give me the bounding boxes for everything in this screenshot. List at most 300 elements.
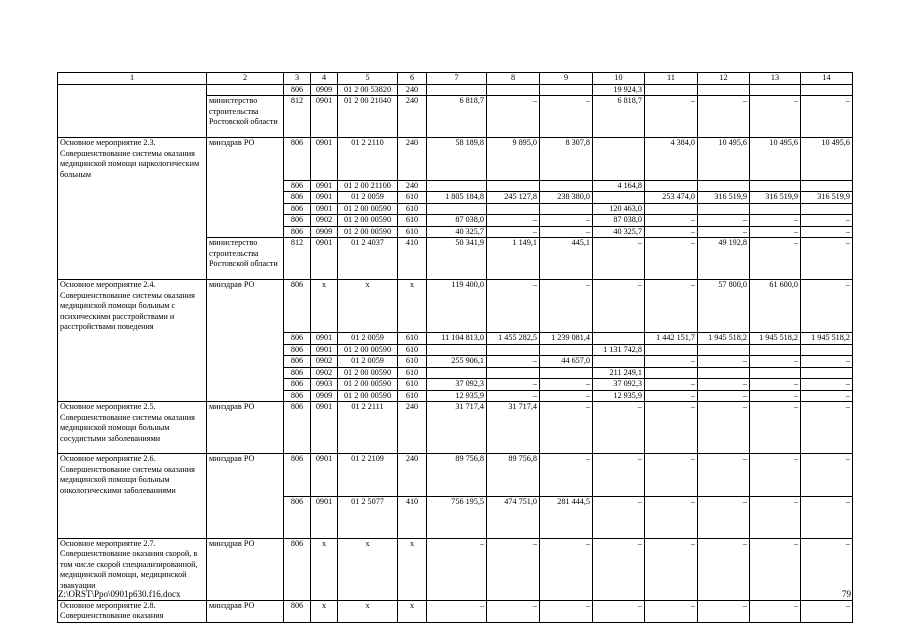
value-cell xyxy=(750,180,801,192)
value-cell: 01 2 0059 xyxy=(338,356,398,368)
activity-name-cell xyxy=(58,344,207,356)
value-cell: 37 092,3 xyxy=(593,379,645,391)
value-cell: 806 xyxy=(284,356,311,368)
value-cell: 87 038,0 xyxy=(427,215,487,227)
value-cell xyxy=(487,84,540,96)
table-row xyxy=(58,203,853,215)
activity-name-cell xyxy=(58,367,207,379)
value-cell: – xyxy=(750,600,801,622)
value-cell: – xyxy=(750,226,801,238)
value-cell: 57 800,0 xyxy=(698,280,750,333)
executor-cell: министерство строительства Ростовской области xyxy=(207,238,284,280)
value-cell: 58 189,8 xyxy=(427,138,487,181)
value-cell: 01 2 00 00590 xyxy=(338,226,398,238)
page-number: 79 xyxy=(842,589,851,599)
value-cell xyxy=(801,84,853,96)
executor-cell: министерство строительства Ростовской области xyxy=(207,96,284,138)
value-cell: х xyxy=(311,538,338,600)
value-cell xyxy=(427,84,487,96)
value-cell: – xyxy=(698,96,750,138)
value-cell: 0901 xyxy=(311,402,338,454)
value-cell: – xyxy=(540,390,593,402)
header-cell: 7 xyxy=(427,73,487,85)
value-cell: 01 2 00 00590 xyxy=(338,379,398,391)
value-cell: 10 495,6 xyxy=(698,138,750,181)
value-cell: – xyxy=(645,538,698,600)
value-cell: 806 xyxy=(284,180,311,192)
value-cell xyxy=(645,203,698,215)
value-cell: 0901 xyxy=(311,238,338,280)
value-cell: 610 xyxy=(398,390,427,402)
value-cell: 806 xyxy=(284,600,311,622)
value-cell xyxy=(593,333,645,345)
value-cell: 4 164,8 xyxy=(593,180,645,192)
value-cell: – xyxy=(487,379,540,391)
value-cell: – xyxy=(593,238,645,280)
value-cell: 474 751,0 xyxy=(487,496,540,538)
value-cell: 756 195,5 xyxy=(427,496,487,538)
value-cell: – xyxy=(801,390,853,402)
activity-name-cell: Основное мероприятие 2.3. Совершенствование системы оказания медицинской помощи наркологическим больным xyxy=(58,138,207,181)
executor-cell xyxy=(207,379,284,391)
value-cell: – xyxy=(645,390,698,402)
value-cell: 1 442 151,7 xyxy=(645,333,698,345)
value-cell: 240 xyxy=(398,402,427,454)
table-row xyxy=(58,238,853,280)
table-row xyxy=(58,344,853,356)
value-cell xyxy=(487,203,540,215)
value-cell: – xyxy=(750,538,801,600)
value-cell xyxy=(540,203,593,215)
value-cell: 0902 xyxy=(311,356,338,368)
value-cell: – xyxy=(487,215,540,227)
value-cell: – xyxy=(801,215,853,227)
value-cell: 01 2 00 00590 xyxy=(338,344,398,356)
value-cell: 0909 xyxy=(311,226,338,238)
value-cell: 01 2 2109 xyxy=(338,454,398,497)
value-cell xyxy=(593,192,645,204)
value-cell: – xyxy=(540,215,593,227)
executor-cell: минздрав РО xyxy=(207,600,284,622)
header-cell: 8 xyxy=(487,73,540,85)
value-cell: – xyxy=(801,454,853,497)
value-cell: 9 895,0 xyxy=(487,138,540,181)
value-cell: 0901 xyxy=(311,180,338,192)
value-cell: – xyxy=(698,454,750,497)
value-cell xyxy=(801,344,853,356)
value-cell: – xyxy=(593,496,645,538)
value-cell: – xyxy=(427,600,487,622)
value-cell: 49 192,8 xyxy=(698,238,750,280)
value-cell: х xyxy=(338,538,398,600)
value-cell xyxy=(750,203,801,215)
value-cell: – xyxy=(487,226,540,238)
header-cell: 13 xyxy=(750,73,801,85)
value-cell: 806 xyxy=(284,367,311,379)
executor-cell: минздрав РО xyxy=(207,454,284,497)
value-cell: – xyxy=(801,280,853,333)
value-cell xyxy=(593,138,645,181)
activity-name-cell xyxy=(58,180,207,192)
header-cell: 9 xyxy=(540,73,593,85)
value-cell: 610 xyxy=(398,226,427,238)
value-cell: – xyxy=(750,215,801,227)
table-row xyxy=(58,454,853,497)
value-cell xyxy=(540,84,593,96)
value-cell: – xyxy=(645,226,698,238)
value-cell: – xyxy=(801,226,853,238)
value-cell: – xyxy=(645,96,698,138)
executor-cell: минздрав РО xyxy=(207,280,284,333)
value-cell: 610 xyxy=(398,333,427,345)
value-cell: 0901 xyxy=(311,203,338,215)
table-row xyxy=(58,96,853,138)
activity-name-cell xyxy=(58,238,207,280)
budget-table xyxy=(57,72,853,623)
activity-name-cell: Основное мероприятие 2.7. Совершенствование оказания скорой, в том числе скорой специализированной, медицинской помощи, медицинской эвакуации xyxy=(58,538,207,600)
value-cell: 40 325,7 xyxy=(593,226,645,238)
table-row xyxy=(58,192,853,204)
value-cell: 31 717,4 xyxy=(487,402,540,454)
value-cell: 316 519,9 xyxy=(698,192,750,204)
value-cell: – xyxy=(645,280,698,333)
value-cell: – xyxy=(698,226,750,238)
value-cell: – xyxy=(750,402,801,454)
value-cell: – xyxy=(487,356,540,368)
value-cell xyxy=(427,367,487,379)
value-cell: х xyxy=(311,600,338,622)
table-row xyxy=(58,138,853,181)
value-cell: 0901 xyxy=(311,344,338,356)
value-cell xyxy=(487,180,540,192)
value-cell: 01 2 00 00590 xyxy=(338,203,398,215)
value-cell: – xyxy=(645,600,698,622)
table-row xyxy=(58,333,853,345)
value-cell: 120 463,0 xyxy=(593,203,645,215)
value-cell: 1 149,1 xyxy=(487,238,540,280)
value-cell: 01 2 5077 xyxy=(338,496,398,538)
table-row xyxy=(58,215,853,227)
value-cell: 245 127,8 xyxy=(487,192,540,204)
executor-cell xyxy=(207,344,284,356)
value-cell: – xyxy=(645,215,698,227)
activity-name-cell xyxy=(58,96,207,138)
table-row xyxy=(58,402,853,454)
value-cell: 812 xyxy=(284,238,311,280)
value-cell: 89 756,8 xyxy=(427,454,487,497)
value-cell: 44 657,0 xyxy=(540,356,593,368)
value-cell: 806 xyxy=(284,215,311,227)
value-cell: 01 2 0059 xyxy=(338,333,398,345)
value-cell xyxy=(540,367,593,379)
value-cell: – xyxy=(801,402,853,454)
value-cell: 0901 xyxy=(311,96,338,138)
value-cell: – xyxy=(801,96,853,138)
value-cell: 1 945 518,2 xyxy=(750,333,801,345)
value-cell: х xyxy=(398,538,427,600)
value-cell: 1 945 518,2 xyxy=(698,333,750,345)
table-row xyxy=(58,180,853,192)
value-cell: 812 xyxy=(284,96,311,138)
executor-cell: минздрав РО xyxy=(207,402,284,454)
executor-cell xyxy=(207,390,284,402)
value-cell: – xyxy=(750,356,801,368)
table-row xyxy=(58,84,853,96)
value-cell xyxy=(801,203,853,215)
value-cell: – xyxy=(487,600,540,622)
value-cell: 01 2 00 00590 xyxy=(338,215,398,227)
value-cell: – xyxy=(593,538,645,600)
value-cell: 4 384,0 xyxy=(645,138,698,181)
value-cell: 255 906,1 xyxy=(427,356,487,368)
value-cell: – xyxy=(645,379,698,391)
value-cell: 61 600,0 xyxy=(750,280,801,333)
value-cell: 806 xyxy=(284,379,311,391)
value-cell xyxy=(427,344,487,356)
value-cell: 10 495,6 xyxy=(750,138,801,181)
value-cell xyxy=(698,180,750,192)
header-cell: 4 xyxy=(311,73,338,85)
value-cell: – xyxy=(698,356,750,368)
executor-cell xyxy=(207,356,284,368)
value-cell: 806 xyxy=(284,496,311,538)
value-cell: – xyxy=(540,96,593,138)
value-cell xyxy=(645,84,698,96)
value-cell: – xyxy=(645,402,698,454)
table-row xyxy=(58,496,853,538)
activity-name-cell xyxy=(58,215,207,227)
header-row xyxy=(58,73,853,85)
value-cell: 1 455 282,5 xyxy=(487,333,540,345)
value-cell: 0909 xyxy=(311,84,338,96)
value-cell: 211 249,1 xyxy=(593,367,645,379)
executor-cell xyxy=(207,367,284,379)
header-cell: 6 xyxy=(398,73,427,85)
value-cell: 50 341,9 xyxy=(427,238,487,280)
value-cell: 610 xyxy=(398,356,427,368)
value-cell: 610 xyxy=(398,203,427,215)
value-cell xyxy=(540,344,593,356)
executor-cell xyxy=(207,215,284,227)
value-cell: 240 xyxy=(398,96,427,138)
executor-cell xyxy=(207,192,284,204)
executor-cell xyxy=(207,496,284,538)
value-cell xyxy=(540,180,593,192)
executor-cell: минздрав РО xyxy=(207,538,284,600)
value-cell xyxy=(427,203,487,215)
value-cell: 0901 xyxy=(311,496,338,538)
value-cell: 0903 xyxy=(311,379,338,391)
value-cell xyxy=(750,84,801,96)
value-cell: 6 818,7 xyxy=(427,96,487,138)
value-cell: – xyxy=(801,538,853,600)
value-cell: х xyxy=(311,280,338,333)
value-cell: 806 xyxy=(284,280,311,333)
value-cell: 0901 xyxy=(311,138,338,181)
value-cell: – xyxy=(540,280,593,333)
activity-name-cell xyxy=(58,356,207,368)
value-cell: – xyxy=(593,402,645,454)
value-cell: 40 325,7 xyxy=(427,226,487,238)
activity-name-cell: Основное мероприятие 2.5. Совершенствование системы оказания медицинской помощи больным сосудистыми заболеваниями xyxy=(58,402,207,454)
value-cell: 01 2 00 21100 xyxy=(338,180,398,192)
value-cell: 0901 xyxy=(311,192,338,204)
value-cell: 8 307,8 xyxy=(540,138,593,181)
header-cell: 12 xyxy=(698,73,750,85)
value-cell xyxy=(645,180,698,192)
table-row xyxy=(58,356,853,368)
activity-name-cell: Основное мероприятие 2.8. Совершенствование оказания xyxy=(58,600,207,622)
value-cell: – xyxy=(801,496,853,538)
value-cell: 0902 xyxy=(311,367,338,379)
value-cell: – xyxy=(801,379,853,391)
activity-name-cell: Основное мероприятие 2.6. Совершенствование системы оказания медицинской помощи больным онкологическими заболеваниями xyxy=(58,454,207,497)
value-cell: х xyxy=(398,600,427,622)
value-cell: 37 092,3 xyxy=(427,379,487,391)
activity-name-cell: Основное мероприятие 2.4. Совершенствование системы оказания медицинской помощи больным с психическими расстройствами и расстройствами поведения xyxy=(58,280,207,333)
activity-name-cell xyxy=(58,192,207,204)
table-row xyxy=(58,226,853,238)
value-cell: 610 xyxy=(398,367,427,379)
value-cell: 410 xyxy=(398,496,427,538)
value-cell: – xyxy=(750,454,801,497)
value-cell: 316 519,9 xyxy=(801,192,853,204)
value-cell: – xyxy=(750,238,801,280)
value-cell: 119 400,0 xyxy=(427,280,487,333)
value-cell: – xyxy=(593,454,645,497)
value-cell: 806 xyxy=(284,402,311,454)
value-cell: – xyxy=(698,215,750,227)
value-cell xyxy=(801,367,853,379)
value-cell: – xyxy=(487,390,540,402)
value-cell: 0901 xyxy=(311,333,338,345)
table-row xyxy=(58,379,853,391)
value-cell: х xyxy=(338,280,398,333)
value-cell: 610 xyxy=(398,192,427,204)
value-cell xyxy=(698,203,750,215)
value-cell: – xyxy=(487,96,540,138)
activity-name-cell xyxy=(58,379,207,391)
value-cell: – xyxy=(540,538,593,600)
value-cell: 806 xyxy=(284,138,311,181)
table-row xyxy=(58,390,853,402)
value-cell: 89 756,8 xyxy=(487,454,540,497)
value-cell: 445,1 xyxy=(540,238,593,280)
value-cell: – xyxy=(801,356,853,368)
value-cell xyxy=(487,344,540,356)
value-cell: 0909 xyxy=(311,390,338,402)
value-cell: – xyxy=(750,496,801,538)
value-cell: 806 xyxy=(284,390,311,402)
value-cell: 01 2 00 00590 xyxy=(338,367,398,379)
value-cell: х xyxy=(338,600,398,622)
value-cell: 6 818,7 xyxy=(593,96,645,138)
value-cell: – xyxy=(593,600,645,622)
activity-name-cell xyxy=(58,333,207,345)
value-cell xyxy=(750,367,801,379)
header-cell: 10 xyxy=(593,73,645,85)
activity-name-cell xyxy=(58,496,207,538)
value-cell: х xyxy=(398,280,427,333)
value-cell: 806 xyxy=(284,226,311,238)
value-cell xyxy=(698,84,750,96)
value-cell: 610 xyxy=(398,379,427,391)
value-cell: 253 474,0 xyxy=(645,192,698,204)
header-cell: 5 xyxy=(338,73,398,85)
value-cell: 806 xyxy=(284,192,311,204)
value-cell: – xyxy=(540,402,593,454)
value-cell xyxy=(645,344,698,356)
value-cell xyxy=(645,367,698,379)
value-cell: 1 805 184,8 xyxy=(427,192,487,204)
value-cell: – xyxy=(698,402,750,454)
value-cell: 806 xyxy=(284,538,311,600)
value-cell: 01 2 2110 xyxy=(338,138,398,181)
executor-cell xyxy=(207,226,284,238)
value-cell: – xyxy=(750,390,801,402)
value-cell: 1 945 518,2 xyxy=(801,333,853,345)
activity-name-cell xyxy=(58,84,207,96)
value-cell: – xyxy=(427,538,487,600)
value-cell: – xyxy=(698,379,750,391)
header-cell: 1 xyxy=(58,73,207,85)
footer-file-path: Z:\ORST\Ppo\0901p630.f16.docx xyxy=(58,589,181,599)
value-cell: 316 519,9 xyxy=(750,192,801,204)
value-cell: 87 038,0 xyxy=(593,215,645,227)
value-cell: 01 2 2111 xyxy=(338,402,398,454)
table-row xyxy=(58,600,853,622)
value-cell: – xyxy=(593,280,645,333)
value-cell: 0902 xyxy=(311,215,338,227)
value-cell: – xyxy=(698,538,750,600)
value-cell: 12 935,9 xyxy=(593,390,645,402)
value-cell: 01 2 4037 xyxy=(338,238,398,280)
activity-name-cell xyxy=(58,203,207,215)
header-cell: 14 xyxy=(801,73,853,85)
header-cell: 2 xyxy=(207,73,284,85)
value-cell: – xyxy=(540,226,593,238)
table-row xyxy=(58,367,853,379)
value-cell: 238 380,0 xyxy=(540,192,593,204)
value-cell: – xyxy=(801,600,853,622)
value-cell: – xyxy=(698,390,750,402)
executor-cell xyxy=(207,84,284,96)
value-cell: 1 239 081,4 xyxy=(540,333,593,345)
activity-name-cell xyxy=(58,226,207,238)
executor-cell xyxy=(207,203,284,215)
value-cell: 806 xyxy=(284,333,311,345)
value-cell: 410 xyxy=(398,238,427,280)
value-cell: 01 2 00 53820 xyxy=(338,84,398,96)
value-cell: 240 xyxy=(398,454,427,497)
value-cell: 240 xyxy=(398,84,427,96)
value-cell: – xyxy=(487,538,540,600)
header-cell: 11 xyxy=(645,73,698,85)
value-cell: – xyxy=(540,600,593,622)
value-cell: 12 935,9 xyxy=(427,390,487,402)
value-cell xyxy=(487,367,540,379)
value-cell: 240 xyxy=(398,138,427,181)
executor-cell xyxy=(207,180,284,192)
executor-cell: минздрав РО xyxy=(207,138,284,181)
value-cell: 240 xyxy=(398,180,427,192)
value-cell: 806 xyxy=(284,203,311,215)
value-cell: 19 924,3 xyxy=(593,84,645,96)
value-cell: – xyxy=(698,600,750,622)
value-cell: – xyxy=(540,454,593,497)
value-cell xyxy=(593,356,645,368)
value-cell: – xyxy=(801,238,853,280)
